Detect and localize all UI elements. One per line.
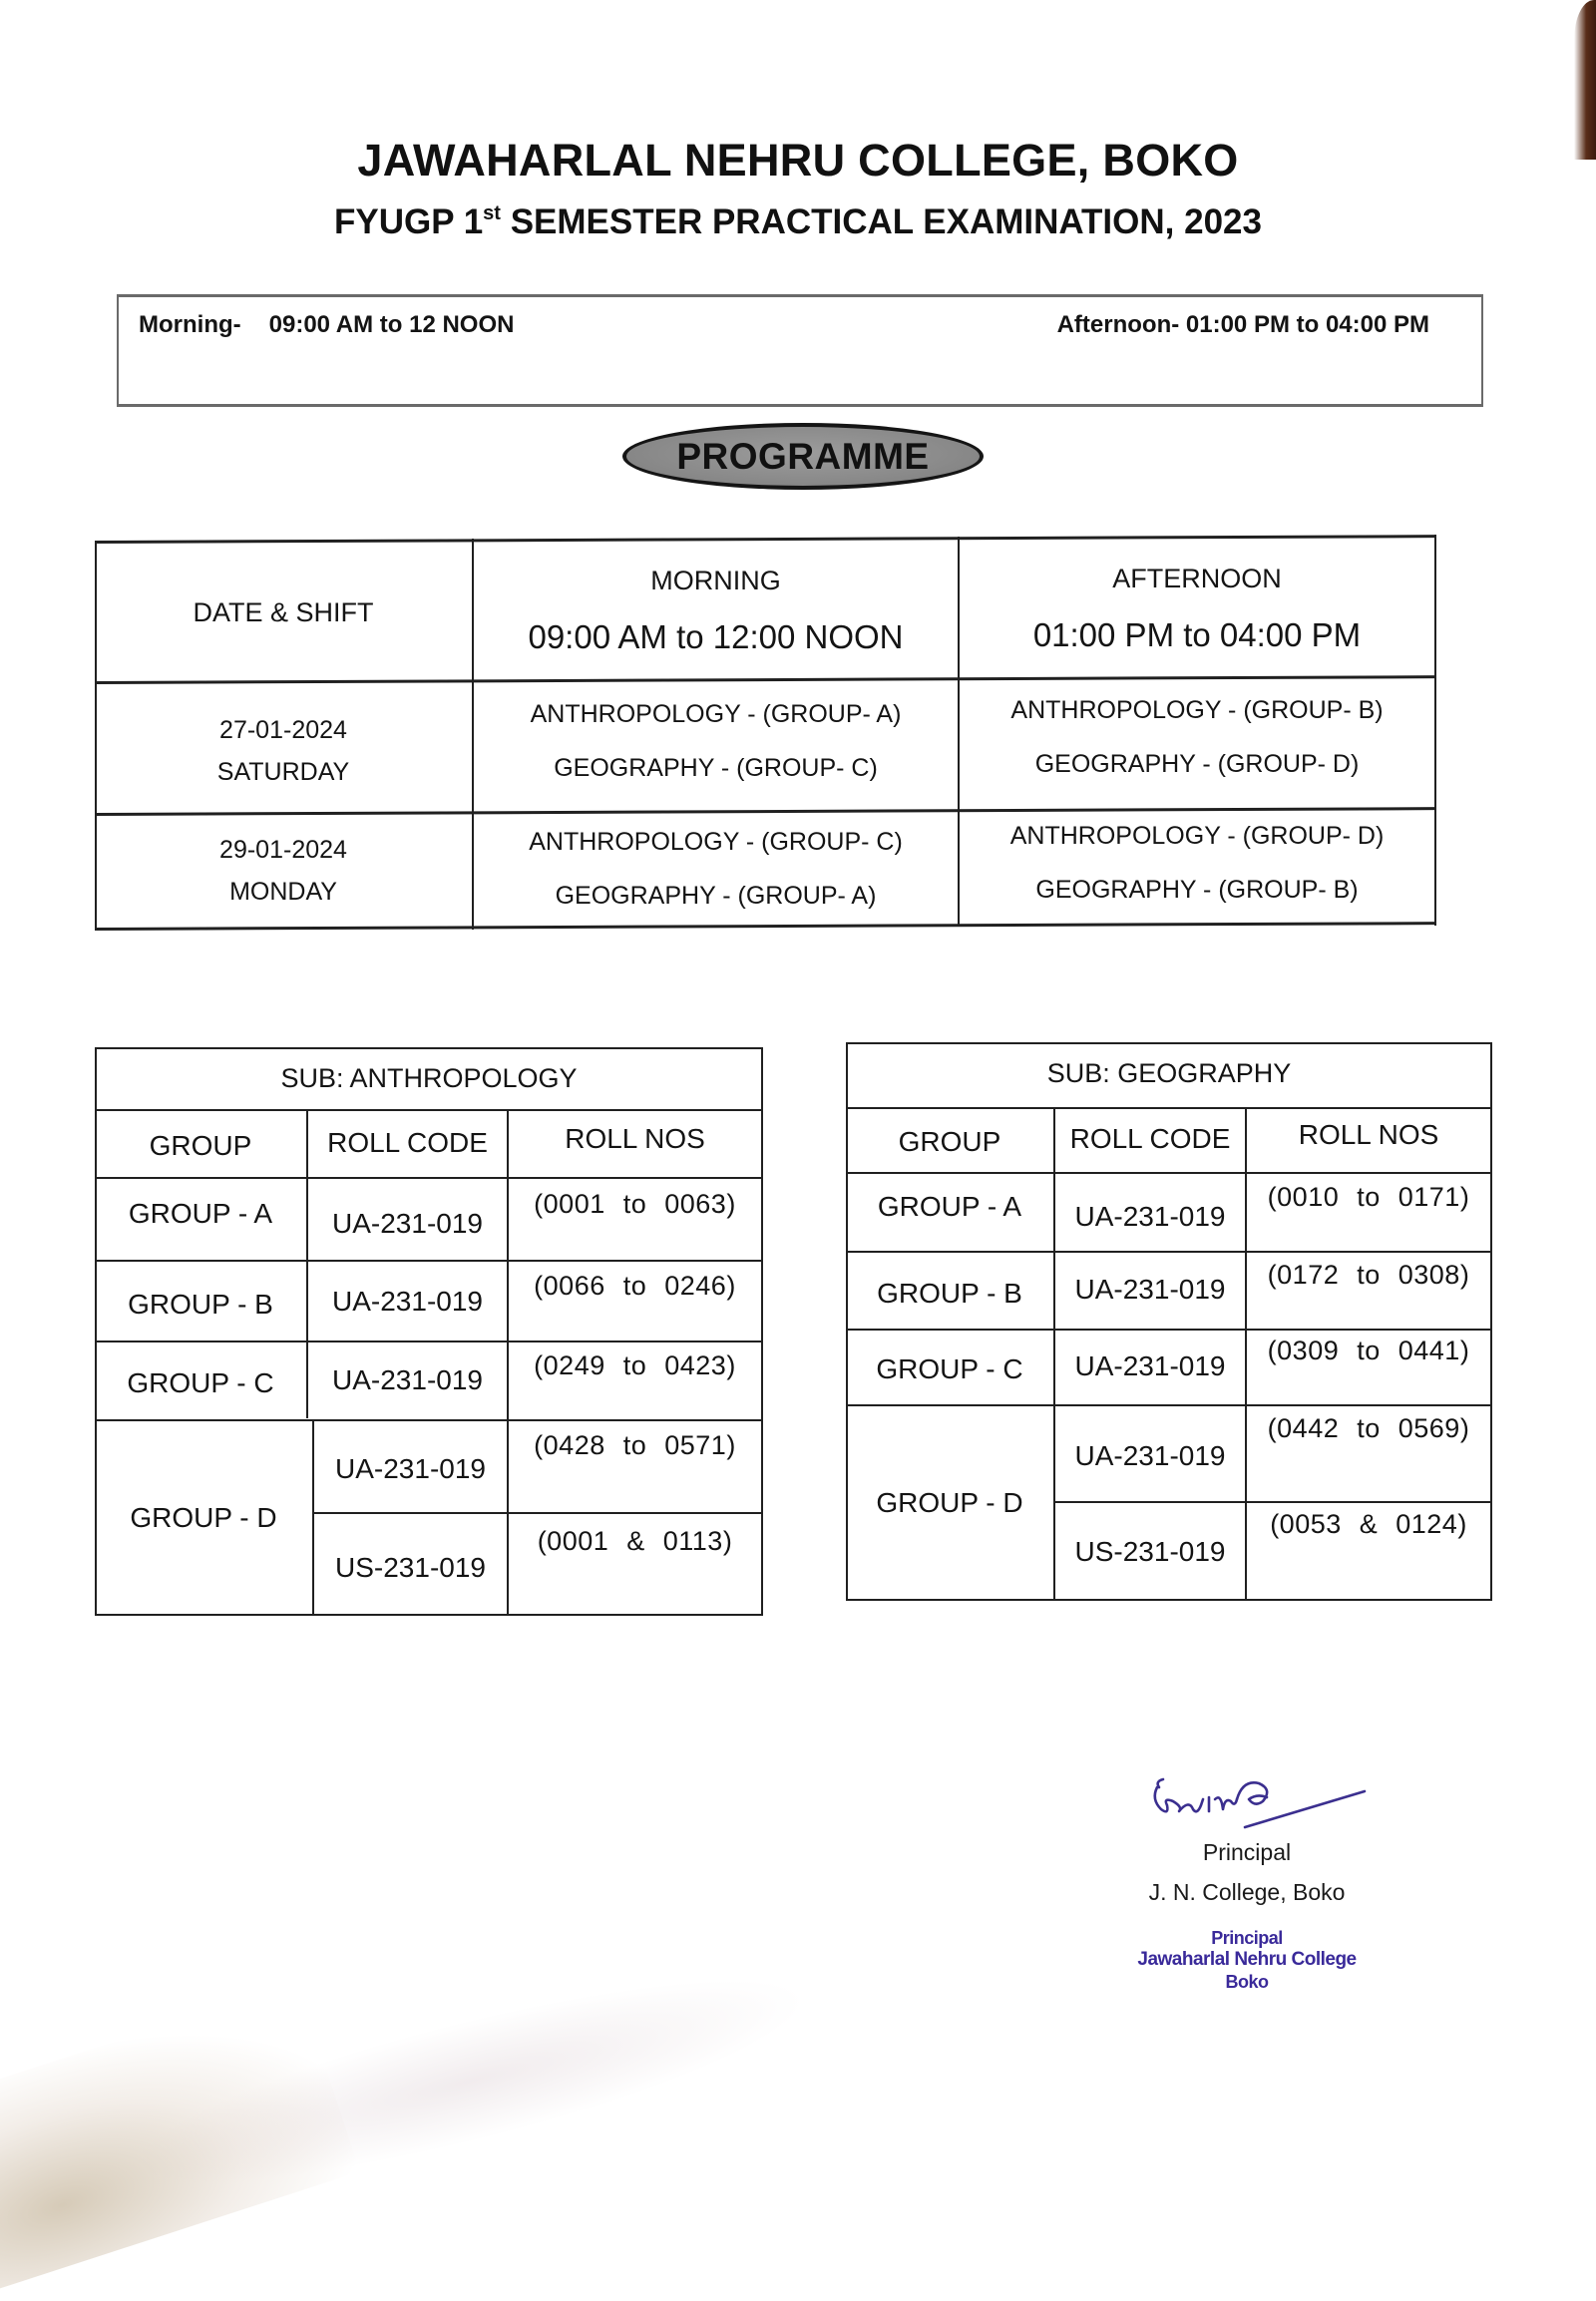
- exam-title: FYUGP 1st SEMESTER PRACTICAL EXAMINATION, 2023: [334, 202, 1262, 241]
- day: SATURDAY: [216, 757, 350, 786]
- day: MONDAY: [229, 878, 337, 906]
- roll-code-cell: UA-231-019: [332, 1286, 483, 1317]
- subject-entry: GEOGRAPHY - (GROUP- C): [554, 753, 878, 782]
- group-cell: GROUP - B: [128, 1289, 273, 1320]
- signature-block: [1097, 1765, 1396, 2015]
- roll-code-cell: UA-231-019: [1074, 1440, 1226, 1471]
- table-rule: [846, 1599, 1492, 1601]
- roll-code-cell: UA-231-019: [335, 1453, 486, 1484]
- group-cell: GROUP - C: [876, 1353, 1023, 1384]
- table-rule: [1434, 535, 1436, 926]
- signatory-org: J. N. College, Boko: [1148, 1879, 1346, 1905]
- roll-nos-cell: (0428 to 0571): [534, 1429, 736, 1460]
- official-stamp: [1097, 1927, 1396, 1993]
- roll-code-cell: UA-231-019: [1074, 1201, 1226, 1232]
- roll-nos-cell: (0442 to 0569): [1267, 1412, 1470, 1443]
- roll-code-cell: US-231-019: [1074, 1536, 1226, 1567]
- afternoon-timing: Afternoon- 01:00 PM to 04:00 PM: [1056, 311, 1429, 338]
- roll-nos-cell: (0001 to 0063): [534, 1188, 736, 1219]
- column-header-roll-nos: ROLL NOS: [1298, 1119, 1439, 1150]
- header-afternoon: [960, 539, 1434, 678]
- stamp-line: Boko: [1225, 1972, 1269, 1992]
- roll-code-cell: UA-231-019: [1074, 1350, 1226, 1381]
- geography-table: [846, 1042, 1492, 1601]
- table-title: SUB: ANTHROPOLOGY: [280, 1062, 578, 1093]
- morning-subjects: [474, 678, 958, 803]
- roll-code-cell: UA-231-019: [332, 1207, 483, 1239]
- roll-code-cell: UA-231-019: [1074, 1274, 1226, 1305]
- roll-nos-cell: (0053 & 0124): [1270, 1508, 1467, 1539]
- stamp-line: Principal: [1211, 1928, 1283, 1948]
- date-cell: [95, 816, 472, 926]
- subject-entry: ANTHROPOLOGY - (GROUP- C): [529, 827, 903, 856]
- roll-nos-cell: (0172 to 0308): [1267, 1259, 1470, 1290]
- roll-code-cell: US-231-019: [335, 1552, 486, 1583]
- subject-entry: GEOGRAPHY - (GROUP- B): [1035, 875, 1359, 904]
- table-rule: [1490, 1042, 1492, 1601]
- afternoon-subjects: [960, 800, 1434, 925]
- date-cell: [95, 688, 472, 813]
- afternoon-subjects: [960, 674, 1434, 799]
- programme-table: [95, 529, 1436, 933]
- header-date-shift: DATE & SHIFT: [193, 596, 374, 627]
- group-cell: GROUP - A: [877, 1191, 1022, 1222]
- column-header-roll-code: ROLL CODE: [327, 1127, 488, 1158]
- date: 27-01-2024: [219, 715, 347, 744]
- table-title: SUB: GEOGRAPHY: [1046, 1057, 1292, 1088]
- roll-code-cell: UA-231-019: [332, 1364, 483, 1395]
- table-rule: [97, 1614, 763, 1616]
- programme-label: PROGRAMME: [676, 435, 930, 477]
- table-rule: [312, 1512, 763, 1514]
- paper-shadow-corner: [0, 1982, 360, 2301]
- date: 29-01-2024: [219, 836, 347, 864]
- subject-entry: ANTHROPOLOGY - (GROUP- A): [530, 699, 902, 728]
- group-cell: GROUP - D: [130, 1501, 277, 1533]
- header-morning-label: MORNING: [650, 565, 781, 595]
- morning-timing: Morning- 09:00 AM to 12 NOON: [139, 311, 515, 338]
- subject-entry: ANTHROPOLOGY - (GROUP- B): [1010, 695, 1384, 724]
- timing-box: [117, 294, 1483, 407]
- table-rule: [761, 1047, 763, 1616]
- stamp-line: Jawaharlal Nehru College: [1137, 1949, 1357, 1970]
- handwritten-signature: [1097, 1765, 1396, 1845]
- subject-entry: GEOGRAPHY - (GROUP- D): [1034, 749, 1360, 778]
- subject-entry: ANTHROPOLOGY - (GROUP- D): [1009, 821, 1385, 850]
- group-cell: GROUP - A: [128, 1198, 273, 1229]
- subject-entry: GEOGRAPHY - (GROUP- A): [555, 881, 877, 910]
- header-morning-time: 09:00 AM to 12:00 NOON: [528, 617, 904, 655]
- anthropology-table: [95, 1047, 763, 1616]
- roll-nos-cell: (0309 to 0441): [1267, 1335, 1470, 1365]
- column-header-roll-nos: ROLL NOS: [565, 1123, 705, 1154]
- roll-nos-cell: (0001 & 0113): [537, 1525, 733, 1556]
- column-header-group: GROUP: [898, 1126, 1001, 1157]
- roll-nos-cell: (0249 to 0423): [534, 1349, 736, 1380]
- column-header-group: GROUP: [149, 1130, 252, 1161]
- header-afternoon-time: 01:00 PM to 04:00 PM: [1032, 615, 1362, 653]
- morning-subjects: [474, 806, 958, 931]
- signatory-title: Principal: [1202, 1839, 1292, 1865]
- programme-badge: [622, 423, 984, 490]
- group-cell: GROUP - C: [127, 1367, 274, 1398]
- header-morning: [474, 541, 958, 680]
- group-cell: GROUP - B: [877, 1278, 1022, 1309]
- group-cell: GROUP - D: [876, 1486, 1023, 1518]
- roll-nos-cell: (0066 to 0246): [534, 1270, 736, 1301]
- roll-nos-cell: (0010 to 0171): [1267, 1181, 1470, 1212]
- college-name: JAWAHARLAL NEHRU COLLEGE, BOKO: [357, 135, 1239, 186]
- column-header-roll-code: ROLL CODE: [1069, 1123, 1231, 1154]
- header-afternoon-label: AFTERNOON: [1112, 563, 1282, 593]
